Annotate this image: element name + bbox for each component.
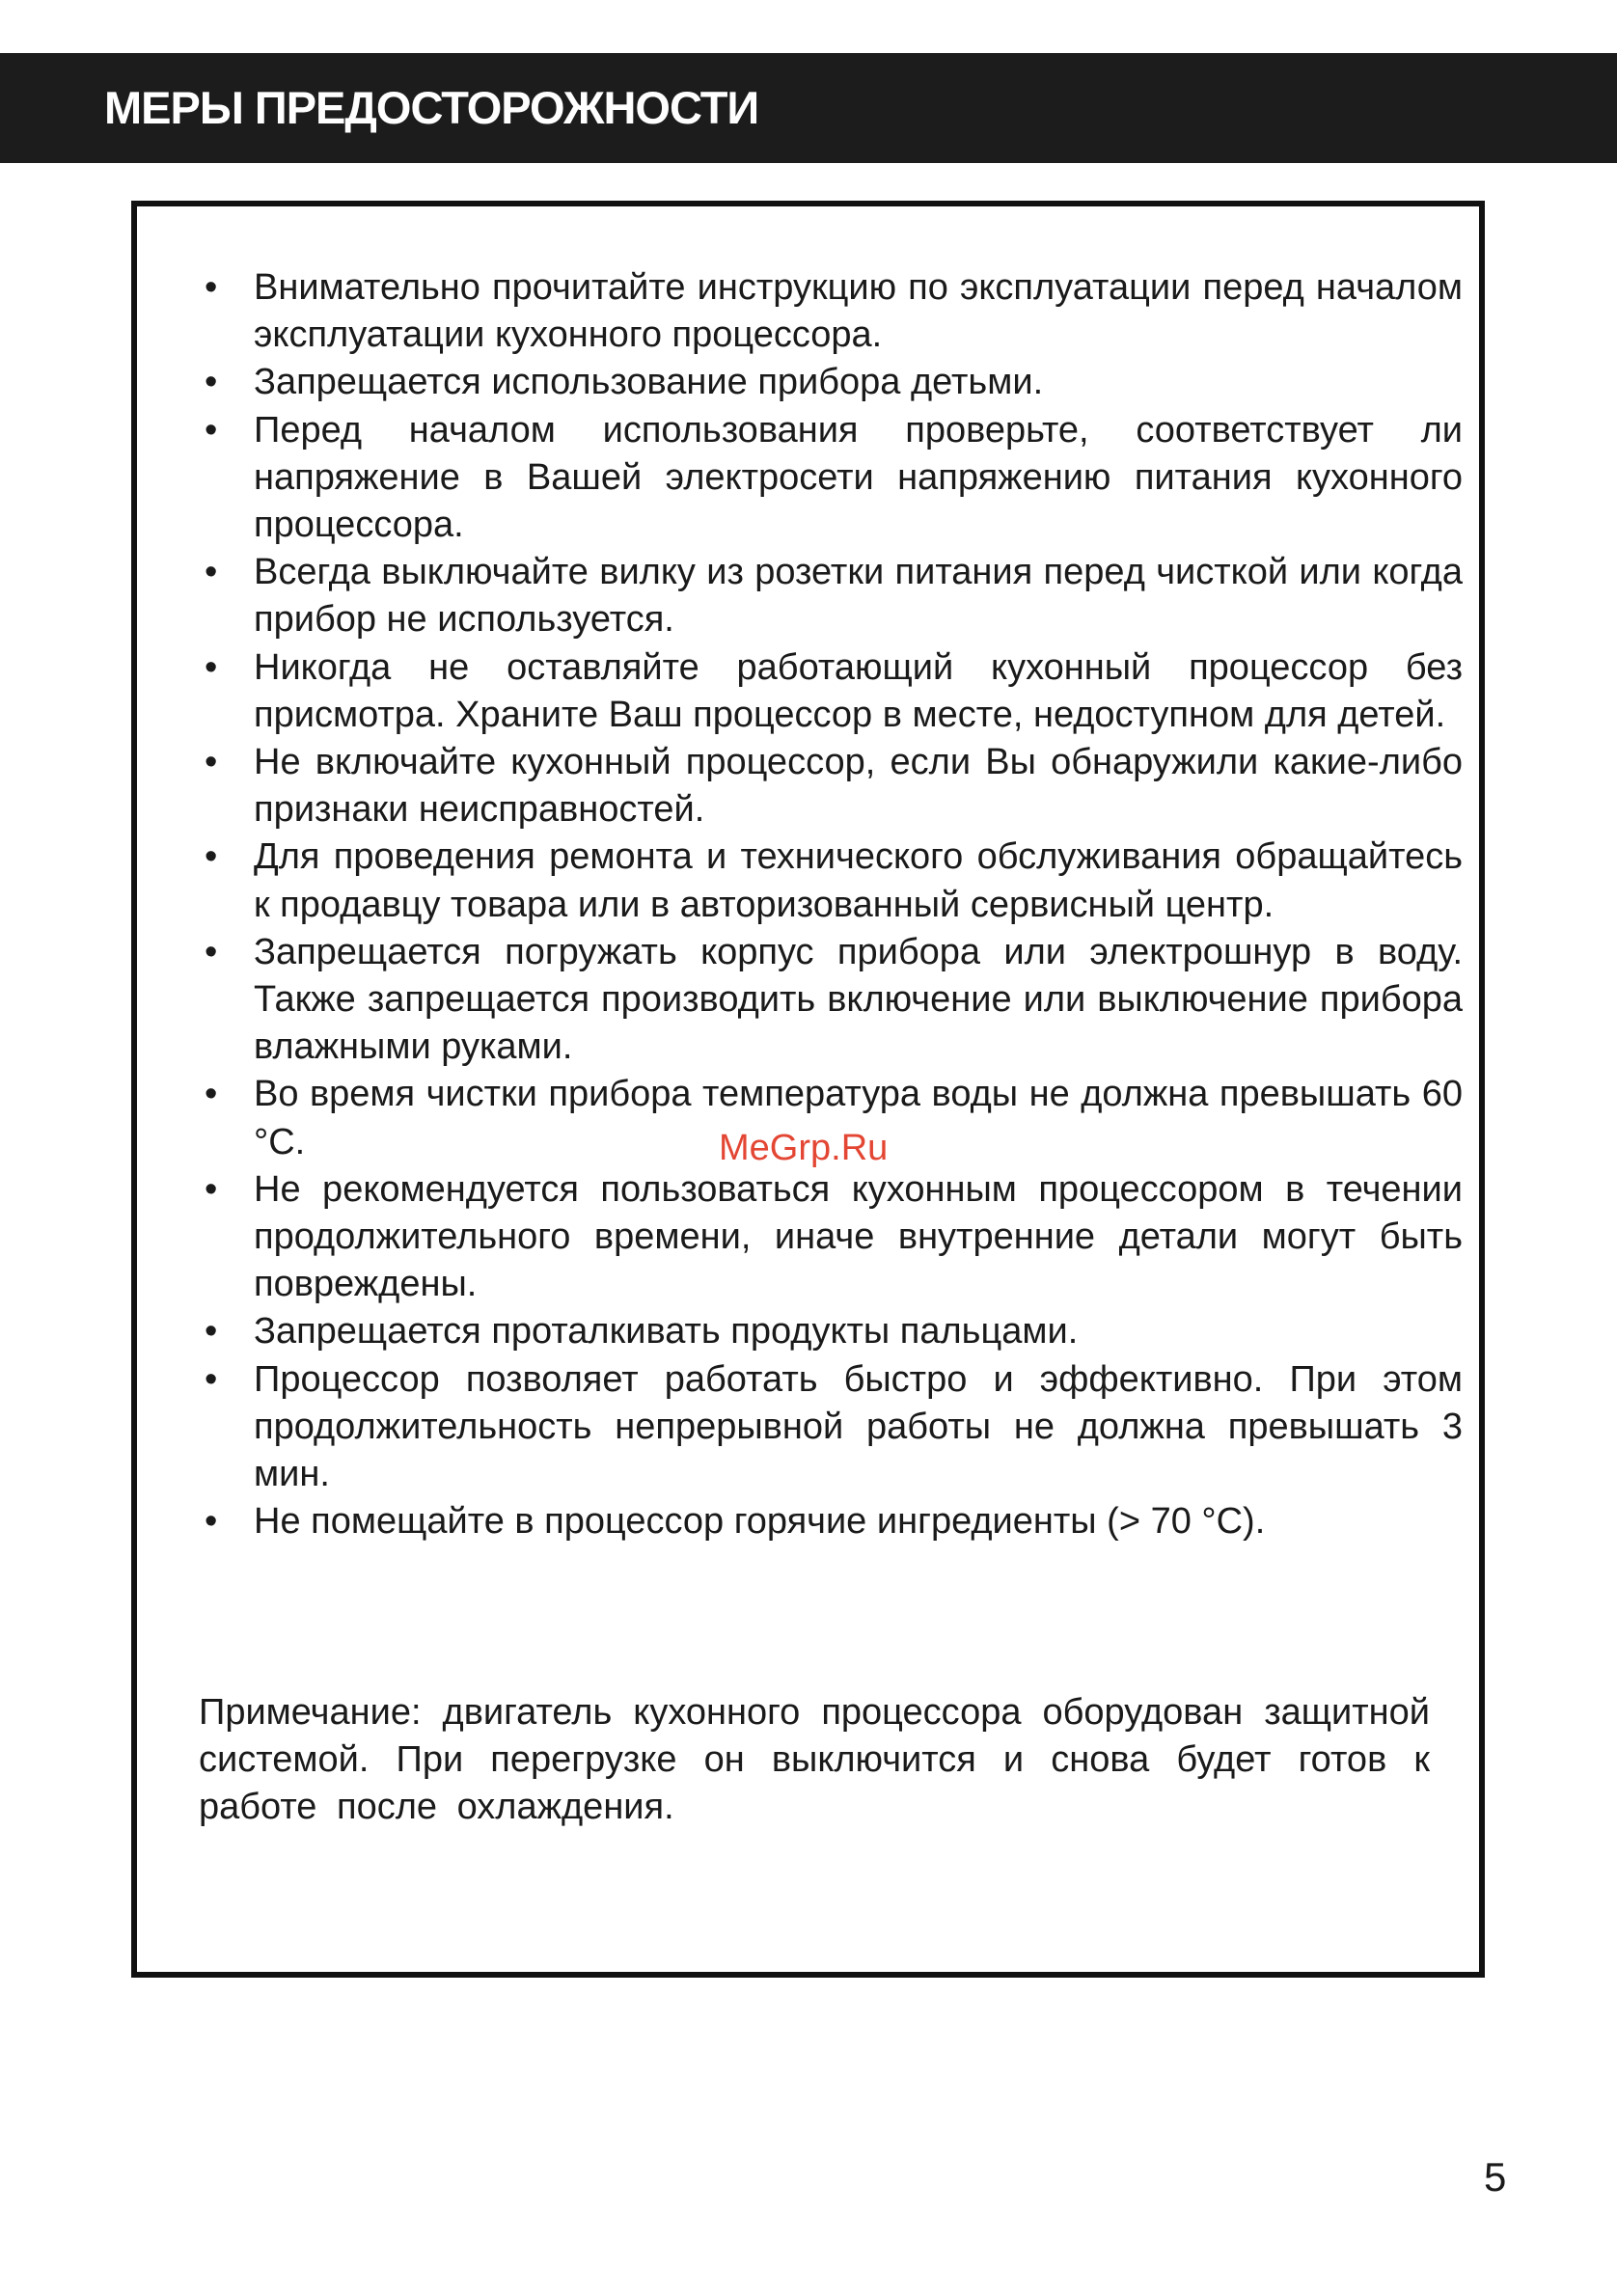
page-title: МЕРЫ ПРЕДОСТОРОЖНОСТИ xyxy=(104,82,759,133)
page-number: 5 xyxy=(1484,2154,1507,2200)
list-item xyxy=(199,644,1463,739)
precautions-list xyxy=(199,264,1463,1545)
list-item-text: Запрещается проталкивать продукты пальцами. xyxy=(254,1311,1079,1353)
bullet-icon: • xyxy=(205,742,218,783)
bullet-icon: • xyxy=(205,267,218,308)
note-paragraph: Примечание: двигатель кухонного процессора оборудован защитной системой. При перегрузке он выключится и снова будет готов к работе после охлаждения. xyxy=(199,1692,1430,1828)
list-item-text: Перед началом использования проверьте, соответствует ли напряжение в Вашей электросети напряжению питания кухонного процессора. xyxy=(254,409,1463,546)
list-item-text: Процессор позволяет работать быстро и эффективно. При этом продолжительность непрерывной работы не должна превышать 3 мин. xyxy=(254,1358,1463,1495)
list-item-text: Не помещайте в процессор горячие ингредиенты (> 70 °С). xyxy=(254,1501,1266,1543)
watermark: MeGrp.Ru xyxy=(719,1128,889,1168)
list-item-text: Запрещается погружать корпус прибора или электрошнур в воду. Также запрещается производить включение или выключение прибора влажными руками. xyxy=(254,931,1463,1068)
list-item xyxy=(199,264,1463,359)
list-item xyxy=(199,549,1463,643)
list-item xyxy=(199,1166,1463,1309)
list-item-text: Всегда выключайте вилку из розетки питания перед чисткой или когда прибор не используется. xyxy=(254,552,1463,641)
list-item-text: Не рекомендуется пользоваться кухонным процессором в течении продолжительного времени, иначе внутренние детали могут быть повреждены. xyxy=(254,1168,1463,1305)
bullet-icon: • xyxy=(205,646,218,688)
bullet-icon: • xyxy=(205,1311,218,1353)
list-item xyxy=(199,1498,1463,1545)
list-item xyxy=(199,929,1463,1072)
list-item-text: Не включайте кухонный процессор, если Вы обнаружили какие-либо признаки неисправностей. xyxy=(254,742,1463,831)
bullet-icon: • xyxy=(205,1358,218,1400)
list-item-text: Во время чистки прибора температура воды не должна превышать 60 °С. xyxy=(254,1074,1463,1162)
list-item-text: Запрещается использование прибора детьми. xyxy=(254,362,1044,403)
list-item-text: Внимательно прочитайте инструкцию по эксплуатации перед началом эксплуатации кухонного процессора. xyxy=(254,267,1463,356)
header-bar xyxy=(0,53,1617,163)
bullet-icon: • xyxy=(205,362,218,403)
list-item-text: Никогда не оставляйте работающий кухонный процессор без присмотра. Храните Ваш процессор в месте, недоступном для детей. xyxy=(254,646,1463,735)
list-item xyxy=(199,1356,1463,1499)
list-item xyxy=(199,407,1463,550)
list-item xyxy=(199,739,1463,834)
list-item xyxy=(199,834,1463,928)
bullet-icon: • xyxy=(205,552,218,593)
list-item xyxy=(199,1308,1463,1355)
precautions-frame xyxy=(131,201,1485,1978)
bullet-icon: • xyxy=(205,1168,218,1210)
bullet-icon: • xyxy=(205,931,218,972)
bullet-icon: • xyxy=(205,409,218,451)
bullet-icon: • xyxy=(205,836,218,878)
list-item xyxy=(199,359,1463,406)
bullet-icon: • xyxy=(205,1074,218,1115)
bullet-icon: • xyxy=(205,1501,218,1543)
list-item-text: Для проведения ремонта и технического обслуживания обращайтесь к продавцу товара или в авторизованный сервисный центр. xyxy=(254,836,1463,925)
